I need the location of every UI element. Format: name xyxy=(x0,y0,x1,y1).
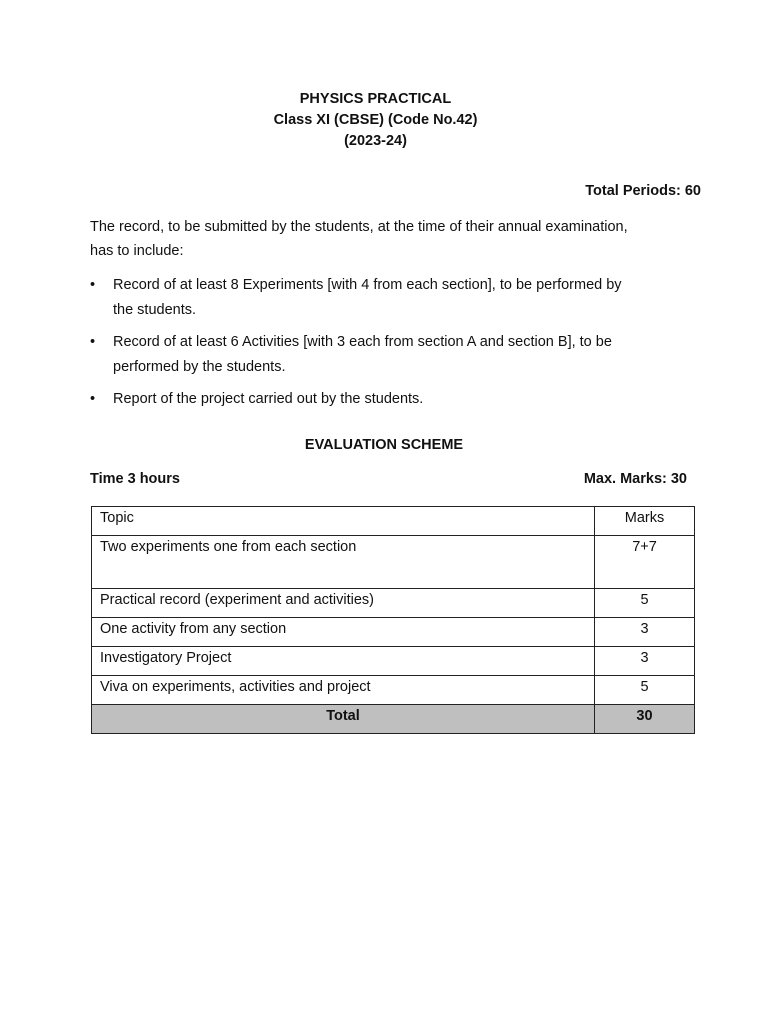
table-row xyxy=(92,536,695,589)
document-year: (2023-24) xyxy=(344,133,407,149)
table-row xyxy=(92,618,695,647)
exam-time: Time 3 hours xyxy=(90,471,180,487)
topic-cell: One activity from any section xyxy=(92,618,595,647)
document-header xyxy=(0,89,768,152)
marks-cell: 5 xyxy=(595,676,695,705)
document-title: PHYSICS PRACTICAL xyxy=(299,91,452,107)
marks-cell: 3 xyxy=(595,647,695,676)
column-header-marks: Marks xyxy=(595,507,695,536)
list-item-text: Record of at least 6 Activities [with 3 each from section A and section B], to be performed by the students. xyxy=(113,334,612,375)
table-header-row xyxy=(92,507,695,536)
intro-line-2: has to include: xyxy=(90,243,184,259)
table-row xyxy=(92,647,695,676)
bullet-marker: • xyxy=(90,277,96,293)
evaluation-heading: EVALUATION SCHEME xyxy=(304,437,464,453)
table-row xyxy=(92,676,695,705)
marks-cell: 3 xyxy=(595,618,695,647)
max-marks: Max. Marks: 30 xyxy=(583,471,687,487)
document-subtitle: Class XI (CBSE) (Code No.42) xyxy=(273,112,478,128)
marks-cell: 7+7 xyxy=(595,536,695,589)
table-total-row xyxy=(92,705,695,734)
evaluation-table xyxy=(91,506,695,734)
requirements-list xyxy=(90,273,690,419)
list-item-text: Report of the project carried out by the students. xyxy=(113,391,424,407)
column-header-topic: Topic xyxy=(92,507,595,536)
list-item xyxy=(90,273,690,323)
list-item xyxy=(90,330,690,380)
total-periods: Total Periods: 60 xyxy=(585,183,701,199)
total-label: Total xyxy=(92,705,595,734)
marks-cell: 5 xyxy=(595,589,695,618)
intro-paragraph xyxy=(90,215,690,263)
topic-cell: Two experiments one from each section xyxy=(92,536,595,589)
topic-cell: Investigatory Project xyxy=(92,647,595,676)
total-value: 30 xyxy=(595,705,695,734)
table-row xyxy=(92,589,695,618)
topic-cell: Viva on experiments, activities and project xyxy=(92,676,595,705)
topic-cell: Practical record (experiment and activities) xyxy=(92,589,595,618)
bullet-marker: • xyxy=(90,334,96,350)
bullet-marker: • xyxy=(90,391,96,407)
list-item xyxy=(90,387,690,412)
intro-line-1: The record, to be submitted by the students, at the time of their annual examination, xyxy=(90,219,628,235)
list-item-text: Record of at least 8 Experiments [with 4 from each section], to be performed by the students. xyxy=(113,277,622,318)
